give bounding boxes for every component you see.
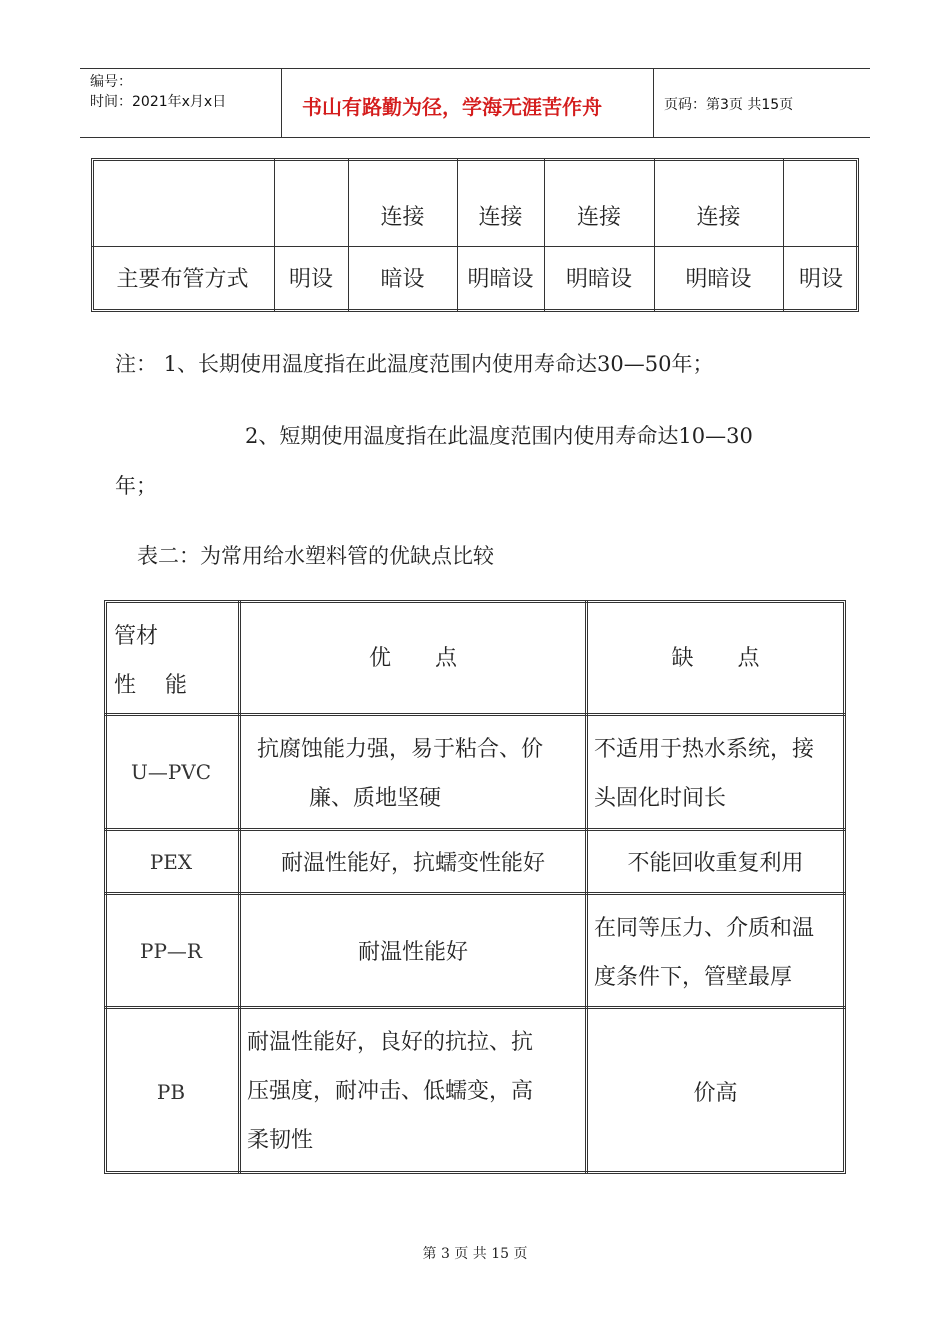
note-line-1: 注： 1、长期使用温度指在此温度范围内使用寿命达30—50年； bbox=[115, 352, 714, 376]
note-line-3: 年； bbox=[115, 474, 157, 498]
table-cell: 连接 bbox=[380, 204, 425, 230]
pros-text: 耐温性能好 bbox=[357, 940, 468, 965]
table-cell: 明设 bbox=[798, 266, 843, 292]
doc-number-label: 编号： bbox=[90, 74, 132, 90]
page-header bbox=[80, 68, 870, 138]
table-cell: 暗设 bbox=[380, 266, 425, 292]
table-row-label: 主要布管方式 bbox=[116, 266, 249, 292]
page-footer: 第 3 页 共 15 页 bbox=[422, 1246, 528, 1262]
pros-text: 抗腐蚀能力强，易于粘合、价 bbox=[257, 737, 544, 762]
table-cell: 明暗设 bbox=[467, 266, 534, 292]
table-cell: 明暗设 bbox=[685, 266, 752, 292]
header-pros: 优 点 bbox=[368, 646, 457, 671]
pros-text: 耐温性能好，抗蠕变性能好 bbox=[280, 851, 545, 876]
header-corner-top: 管材 bbox=[114, 624, 159, 649]
table-rule bbox=[91, 246, 859, 247]
header-motto: 书山有路勤为径，学海无涯苦作舟 bbox=[302, 95, 602, 119]
table-cell: 明暗设 bbox=[565, 266, 632, 292]
header-divider bbox=[653, 69, 654, 137]
header-cons: 缺 点 bbox=[671, 646, 760, 671]
pipe-layout-table bbox=[91, 158, 859, 312]
cons-text: 在同等压力、介质和温 bbox=[594, 916, 815, 941]
cons-text: 头固化时间长 bbox=[594, 786, 727, 811]
table-cell: 明设 bbox=[288, 266, 333, 292]
note-line-2: 2、短期使用温度指在此温度范围内使用寿命达10—30 bbox=[245, 424, 753, 448]
table-cell: 连接 bbox=[696, 204, 741, 230]
doc-time-label: 时间：2021年x月x日 bbox=[90, 94, 227, 110]
pros-text: 压强度，耐冲击、低蠕变，高 bbox=[247, 1079, 534, 1104]
header-divider bbox=[281, 69, 282, 137]
cons-text: 不适用于热水系统，接 bbox=[594, 737, 815, 762]
table-cell: 连接 bbox=[478, 204, 523, 230]
cons-text: 价高 bbox=[693, 1081, 738, 1106]
cons-text: 度条件下，管壁最厚 bbox=[594, 965, 793, 990]
cons-text: 不能回收重复利用 bbox=[627, 851, 804, 876]
pros-text: 耐温性能好，良好的抗拉、抗 bbox=[247, 1030, 534, 1055]
material-name: PP—R bbox=[140, 938, 202, 963]
header-corner-bottom: 性 能 bbox=[114, 673, 187, 698]
material-name: U—PVC bbox=[130, 760, 212, 784]
material-name: PB bbox=[156, 1079, 186, 1104]
material-name: PEX bbox=[149, 849, 193, 874]
table-caption: 表二：为常用给水塑料管的优缺点比较 bbox=[137, 544, 494, 568]
pros-text: 廉、质地坚硬 bbox=[309, 786, 442, 811]
pros-text: 柔韧性 bbox=[247, 1128, 314, 1153]
table-cell: 连接 bbox=[576, 204, 621, 230]
header-page-info: 页码：第3页 共15页 bbox=[664, 97, 794, 113]
plastic-pipe-comparison-table bbox=[104, 600, 846, 1174]
